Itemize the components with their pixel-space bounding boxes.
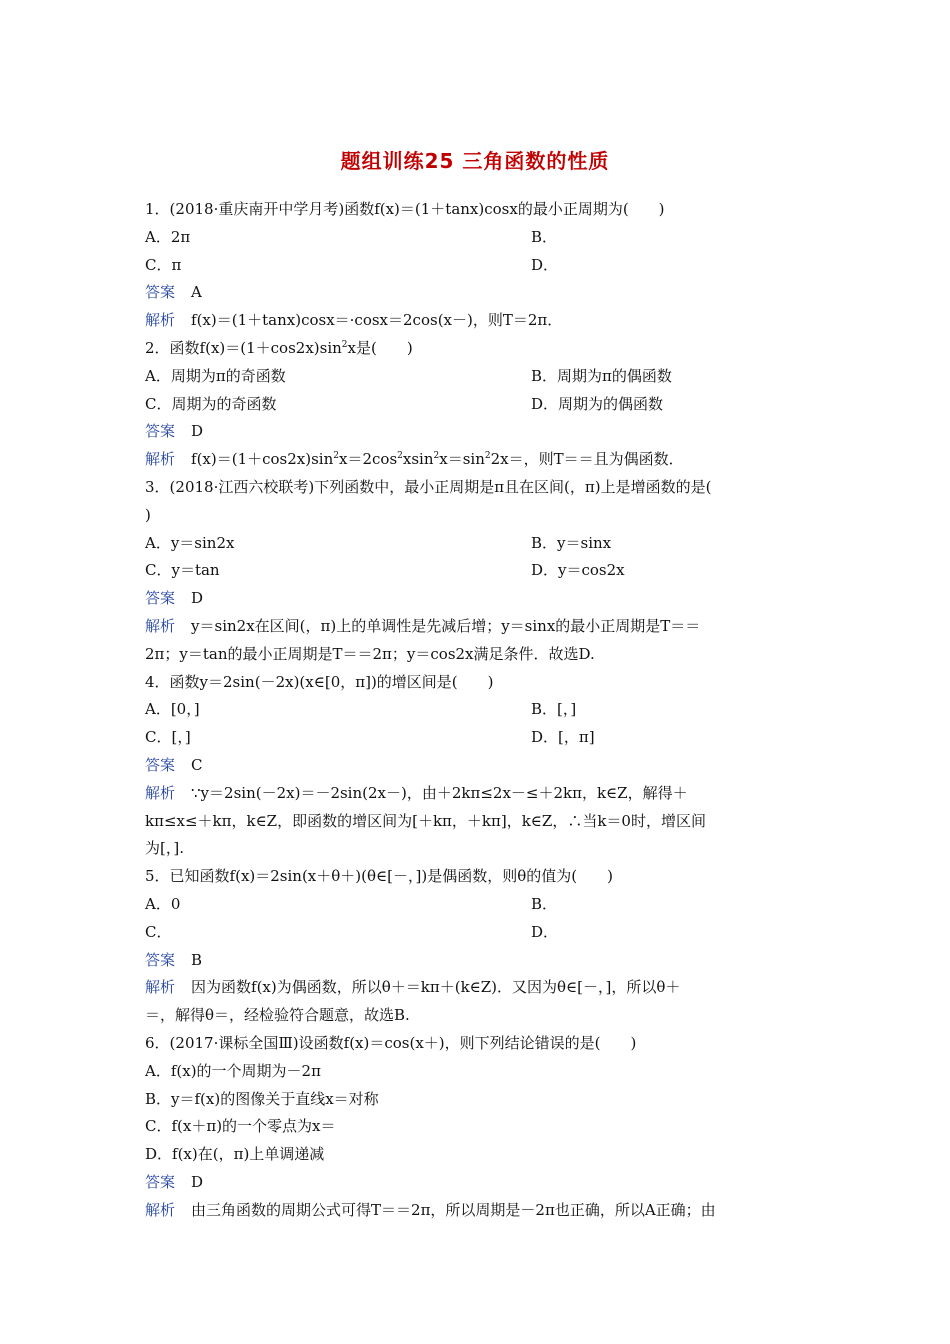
text-line: 2．函数$f(x)=(1+\cos 2x)\sin^2x$是( ): [145, 338, 413, 357]
page-title: 题组训练25 三角函数的性质: [340, 149, 610, 173]
option-left: A．y＝sin2x: [145, 533, 235, 552]
text-line: 1．(2018·重庆南开中学月考)函数f(x)＝(1＋tanx)cosx的最小正周期为( ): [145, 200, 665, 218]
text-line: 2π；y＝tan的最小正周期是T＝＝2π；y＝cos2x满足条件．故选D.: [145, 644, 595, 663]
analysis-text: $f(x)=(1+\cos 2x)\sin^2x=2\cos^2xsin^2x=\sin^22x=$，则T＝＝且为偶函数．: [191, 450, 684, 469]
document-body: [145, 196, 809, 1224]
option-right: B．: [531, 894, 558, 913]
analysis-line: [145, 307, 809, 335]
analysis-label: 解析: [145, 311, 176, 330]
answer-line: [145, 585, 809, 613]
analysis-text: 因为函数f(x)为偶函数，所以θ＋＝kπ＋(k∈Z)．又因为θ∈[－，]，所以θ＋: [191, 978, 681, 997]
answer-label: 答案: [145, 1172, 176, 1191]
option-row: [145, 919, 809, 947]
text-line: A．f(x)的一个周期为－2π: [145, 1061, 321, 1080]
text-line: D．f(x)在(，π)上单调递减: [145, 1145, 325, 1164]
option-right: B．周期为π的偶函数: [531, 366, 672, 385]
option-left: C．周期为的奇函数: [145, 394, 277, 413]
answer-value: D: [191, 1172, 204, 1191]
answer-label: 答案: [145, 283, 176, 302]
answer-line: [145, 947, 809, 975]
answer-value: B: [191, 950, 203, 969]
text-line: 4．函数y＝2sin(－2x)(x∈[0，π])的增区间是( ): [145, 672, 494, 691]
analysis-label: 解析: [145, 616, 176, 635]
text-line: 6．(2017·课标全国Ⅲ)设函数f(x)＝cos(x＋)，则下列结论错误的是( ): [145, 1033, 637, 1052]
option-row: [145, 363, 809, 391]
option-row: [145, 724, 809, 752]
option-row: [145, 696, 809, 724]
option-right: D．周期为的偶函数: [531, 394, 664, 413]
analysis-line: [145, 974, 809, 1002]
option-left: C．[，]: [145, 728, 191, 747]
option-right: B．: [531, 227, 558, 246]
option-row: [145, 891, 809, 919]
text-line: 为[，].: [145, 839, 184, 858]
answer-line: [145, 279, 809, 307]
answer-label: 答案: [145, 422, 176, 441]
analysis-line: [145, 1197, 809, 1225]
analysis-text: f(x)＝(1＋tanx)cosx＝·cosx＝2cos(x－)，则T＝2π．: [191, 311, 563, 330]
text-line: kπ≤x≤＋kπ，k∈Z，即函数的增区间为[＋kπ，＋kπ]，k∈Z，∴当k＝0时，增区间: [145, 811, 706, 830]
analysis-text: ∵y＝2sin(－2x)＝－2sin(2x－)，由＋2kπ≤2x－≤＋2kπ，k∈Z，解得＋: [191, 783, 688, 802]
answer-line: [145, 1169, 809, 1197]
option-row: [145, 391, 809, 419]
option-left: C．π: [145, 255, 182, 274]
option-left: A．2π: [145, 227, 191, 246]
option-left: A．[0，]: [145, 700, 200, 719]
analysis-label: 解析: [145, 450, 176, 469]
answer-label: 答案: [145, 755, 176, 774]
answer-value: A: [191, 283, 202, 302]
option-row: [145, 224, 809, 252]
text-line: B．y＝f(x)的图像关于直线x＝对称: [145, 1089, 379, 1108]
answer-value: C: [191, 755, 203, 774]
analysis-label: 解析: [145, 783, 176, 802]
option-right: D．: [531, 922, 559, 941]
answer-label: 答案: [145, 589, 176, 608]
option-row: [145, 557, 809, 585]
text-line: 5．已知函数f(x)＝2sin(x＋θ＋)(θ∈[－，])是偶函数，则θ的值为( ): [145, 867, 613, 886]
option-right: D．: [531, 255, 559, 274]
answer-line: [145, 418, 809, 446]
option-left: A．0: [145, 894, 181, 913]
text-line: ＝，解得θ＝，经检验符合题意，故选B.: [145, 1006, 410, 1025]
option-row: [145, 530, 809, 558]
text-line: C．f(x＋π)的一个零点为x＝: [145, 1117, 336, 1136]
analysis-line: [145, 446, 809, 474]
text-line: 3．(2018·江西六校联考)下列函数中，最小正周期是π且在区间(，π)上是增函数的是(: [145, 477, 712, 496]
answer-value: D: [191, 589, 204, 608]
analysis-line: [145, 780, 809, 808]
option-left: C．y＝tan: [145, 561, 220, 580]
analysis-label: 解析: [145, 1200, 176, 1219]
answer-line: [145, 752, 809, 780]
option-right: D．[，π]: [531, 728, 595, 747]
analysis-line: [145, 613, 809, 641]
option-row: [145, 252, 809, 280]
analysis-text: 由三角函数的周期公式可得T＝＝2π，所以周期是－2π也正确，所以A正确；由: [191, 1200, 716, 1219]
option-right: B．[，]: [531, 700, 577, 719]
option-left: A．周期为π的奇函数: [145, 366, 286, 385]
analysis-label: 解析: [145, 978, 176, 997]
option-right: B．y＝sinx: [531, 533, 612, 552]
answer-value: D: [191, 422, 204, 441]
option-right: D．y＝cos2x: [531, 561, 625, 580]
answer-label: 答案: [145, 950, 176, 969]
analysis-text: y＝sin2x在区间(，π)上的单调性是先减后增；y＝sinx的最小正周期是T＝＝: [191, 616, 701, 635]
option-left: C．: [145, 922, 172, 941]
text-line: ): [145, 505, 151, 524]
